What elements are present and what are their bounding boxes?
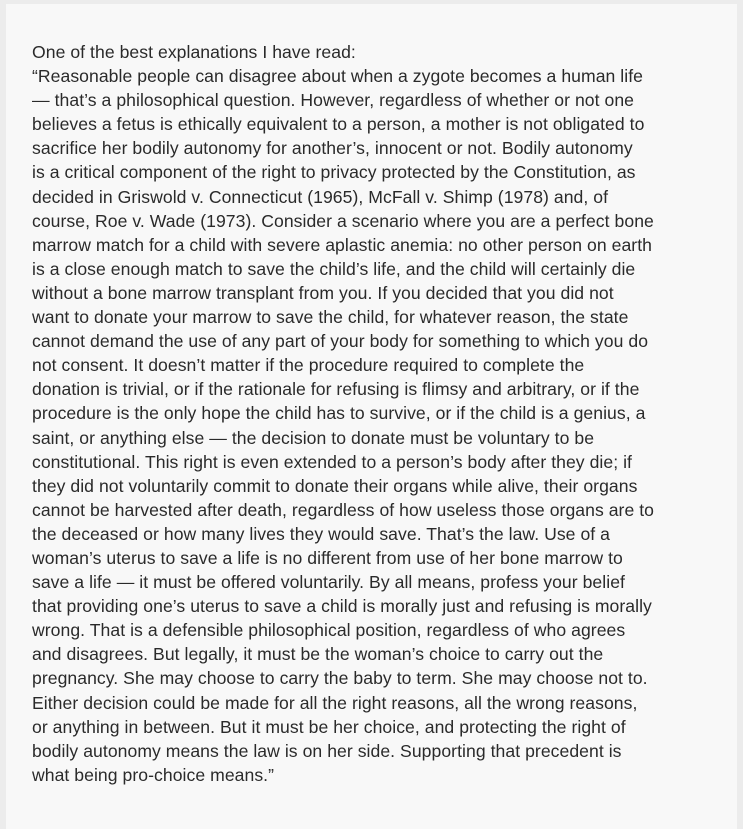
quote-line: “Reasonable people can disagree about when a zygote becomes a human life	[32, 66, 643, 87]
quote-line: constitutional. This right is even extended to a person’s body after they die; if	[32, 451, 632, 472]
quote-line: cannot be harvested after death, regardless of how useless those organs are to	[32, 499, 655, 520]
quote-line: is a close enough match to save the child’s life, and the child will certainly die	[32, 258, 636, 279]
quote-line: sacrifice her bodily autonomy for another’s, innocent or not. Bodily autonomy	[32, 138, 633, 159]
quote-line: without a bone marrow transplant from you. If you decided that you did not	[32, 282, 614, 303]
quote-line: marrow match for a child with severe aplastic anemia: no other person on earth	[32, 234, 652, 255]
quote-line: what being pro-choice means.”	[32, 764, 275, 785]
quote-line: — that’s a philosophical question. However, regardless of whether or not one	[32, 90, 635, 111]
quote-line: decided in Griswold v. Connecticut (1965), McFall v. Shimp (1978) and, of	[32, 186, 609, 207]
quote-line: woman’s uterus to save a life is no different from use of her bone marrow to	[32, 547, 623, 568]
quote-line: not consent. It doesn’t matter if the procedure required to complete the	[32, 355, 585, 376]
quote-line: or anything in between. But it must be her choice, and protecting the right of	[32, 716, 626, 737]
quote-line: and disagrees. But legally, it must be the woman’s choice to carry out the	[32, 644, 604, 665]
quote-line: course, Roe v. Wade (1973). Consider a scenario where you are a perfect bone	[32, 210, 654, 231]
quote-line: cannot demand the use of any part of your body for something to which you do	[32, 331, 649, 352]
quote-line: believes a fetus is ethically equivalent to a person, a mother is not obligated to	[32, 114, 645, 135]
quote-line: they did not voluntarily commit to donate their organs while alive, their organs	[32, 475, 638, 496]
quote-line: is a critical component of the right to privacy protected by the Constitution, as	[32, 162, 636, 183]
quote-line: Either decision could be made for all the right reasons, all the wrong reasons,	[32, 692, 638, 713]
quote-line: the deceased or how many lives they would save. That’s the law. Use of a	[32, 523, 610, 544]
quote-line: that providing one’s uterus to save a child is morally just and refusing is morally	[32, 596, 652, 617]
quote-line: procedure is the only hope the child has to survive, or if the child is a genius, a	[32, 403, 646, 424]
quote-line: pregnancy. She may choose to carry the baby to term. She may choose not to.	[32, 668, 648, 689]
quote-line: want to donate your marrow to save the child, for whatever reason, the state	[32, 307, 629, 328]
quote-line: bodily autonomy means the law is on her side. Supporting that precedent is	[32, 740, 622, 761]
quote-line: donation is trivial, or if the rationale for refusing is flimsy and arbitrary, or if the	[32, 379, 640, 400]
quote-paragraph	[32, 64, 722, 787]
intro-line: One of the best explanations I have read:	[32, 42, 356, 62]
post-text	[32, 40, 722, 787]
document-page	[6, 4, 737, 829]
quote-line: save a life — it must be offered voluntarily. By all means, profess your belief	[32, 572, 625, 593]
quote-line: saint, or anything else — the decision to donate must be voluntary to be	[32, 427, 595, 448]
quote-line: wrong. That is a defensible philosophical position, regardless of who agrees	[32, 620, 626, 641]
